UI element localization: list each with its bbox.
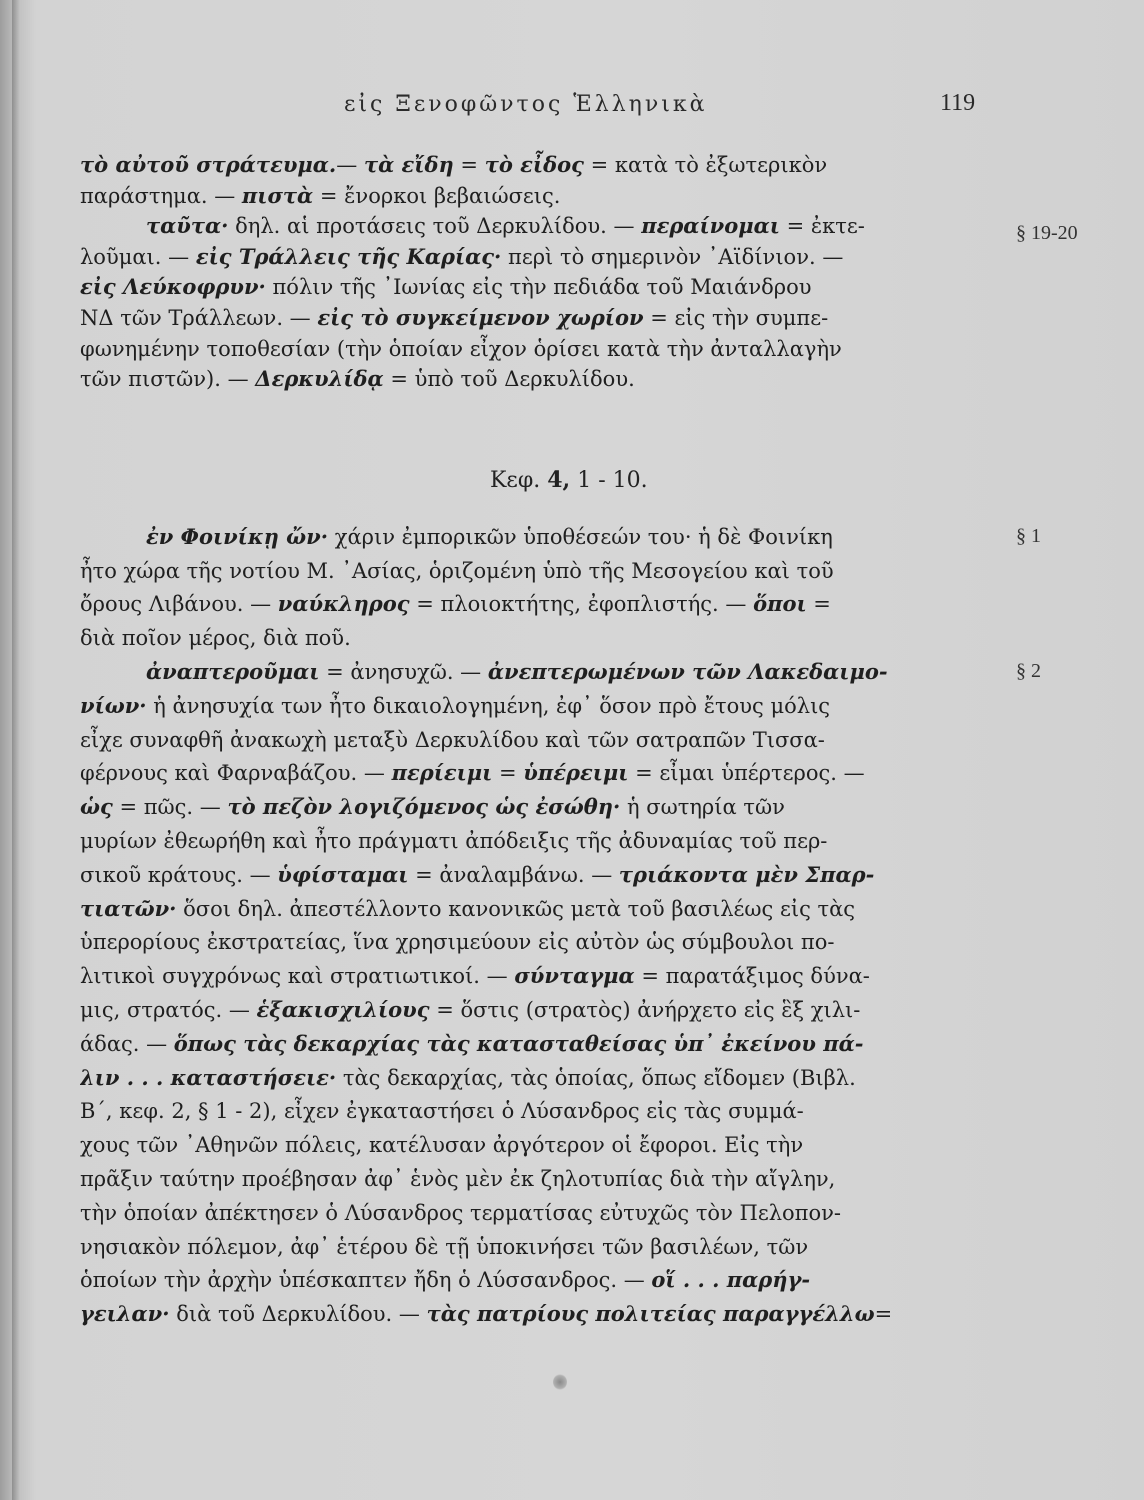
text-line — [80, 589, 992, 619]
text-line — [146, 522, 992, 552]
text-line — [80, 725, 992, 755]
text-line — [80, 1232, 992, 1262]
gloss-text: μις, στρατός. — — [80, 998, 257, 1022]
text-line — [80, 961, 992, 991]
gloss-text: διὰ τοῦ Δερκυλίδου. — — [169, 1302, 427, 1326]
gloss-text: = — [492, 761, 524, 785]
lemma: ἐν Φοινίκῃ ὤν· — [146, 524, 329, 549]
text-line — [80, 364, 992, 394]
gloss-text: ὄρους Λιβάνου. — — [80, 592, 278, 616]
lemma: ἀνεπτερωμένων τῶν Λακεδαιμο- — [487, 659, 888, 684]
gloss-text: ἡ ἀνησυχία των ἦτο δικαιολογημένη, ἐφ᾿ ὅσον πρὸ ἔτους μόλις — [146, 694, 831, 718]
chapter-label: Κεφ. — [490, 468, 541, 493]
gloss-text: περὶ τὸ σημερινὸν ᾿Αϊδίνιον. — — [501, 245, 844, 269]
page-number: 119 — [940, 90, 976, 116]
text-line — [146, 657, 992, 687]
chapter-heading — [490, 467, 648, 493]
text-line — [80, 150, 992, 180]
running-head: εἰς Ξενοφῶντος Ἑλληνικὰ — [344, 92, 708, 117]
gloss-text: = εἶμαι ὑπέρτερος. — — [628, 761, 865, 785]
gloss-text: ὁποίων τὴν ἀρχὴν ὑπέσκαπτεν ἤδη ὁ Λύσσανδρος. — — [80, 1268, 652, 1292]
text-line — [80, 894, 992, 924]
gloss-text: = ὅστις (στρατὸς) ἀνήρχετο εἰς ἓξ χιλι- — [429, 998, 861, 1022]
gloss-text: εἶχε συναφθῆ ἀνακωχὴ μεταξὺ Δερκυλίδου καὶ τῶν σατραπῶν Τισσα- — [80, 728, 825, 752]
gloss-text: = ὑπὸ τοῦ Δερκυλίδου. — [383, 367, 635, 391]
text-line — [80, 1029, 992, 1059]
gloss-text: = παρατάξιμος δύνα- — [634, 964, 870, 988]
margin-note-1: § 1 — [1016, 525, 1041, 547]
gloss-text: πρᾶξιν ταύτην προέβησαν ἀφ᾿ ἑνὸς μὲν ἐκ ζηλοτυπίας διὰ τὴν αἴγλην, — [80, 1167, 836, 1191]
text-line — [80, 556, 992, 586]
gloss-text: χάριν ἐμπορικῶν ὑποθέσεών του· ἡ δὲ Φοινίκη — [328, 525, 833, 549]
text-line — [80, 334, 992, 364]
ink-blot — [553, 1374, 567, 1390]
gloss-text: = εἰς τὴν συμπε- — [643, 306, 829, 330]
lemma: γειλαν· — [80, 1301, 170, 1326]
gloss-text: = ἐκτε- — [779, 214, 865, 238]
gloss-text: χους τῶν ᾿Αθηνῶν πόλεις, κατέλυσαν ἀργότερον οἱ ἔφοροι. Εἰς τὴν — [80, 1133, 804, 1157]
gloss-text: μυρίων ἐθεωρήθη καὶ ἦτο πράγματι ἀπόδειξις τῆς ἀδυναμίας τοῦ περ- — [80, 829, 828, 853]
lemma: ὑπέρειμι — [523, 760, 629, 785]
lemma: εἰς τὸ συγκείμενον χωρίον — [317, 305, 644, 330]
gloss-text: = — [453, 153, 485, 177]
lemma: ὡς — [80, 794, 113, 819]
text-line — [80, 303, 992, 333]
lemma: ναύκληρος — [277, 591, 410, 616]
chapter-range: 1 - 10. — [577, 468, 648, 493]
text-line — [80, 272, 992, 302]
lemma: λιν . . . καταστήσειε· — [80, 1065, 337, 1090]
chapter-number: 4, — [547, 467, 571, 493]
gloss-text: άδας. — — [80, 1032, 174, 1056]
lemma: οἵ . . . παρήγ- — [651, 1267, 811, 1292]
text-line — [80, 1164, 992, 1194]
gloss-text: Β΄, κεφ. 2, § 1 - 2), εἶχεν ἐγκαταστήσει ὁ Λύσανδρος εἰς τὰς συμμά- — [80, 1099, 804, 1123]
gloss-text: — — [336, 153, 364, 177]
lemma: ὑφίσταμαι — [277, 862, 409, 887]
gloss-text: = πλοιοκτήτης, ἐφοπλιστής. — — [409, 592, 754, 616]
text-line — [80, 860, 992, 890]
gloss-text: τῶν πιστῶν). — — [80, 367, 256, 391]
lemma: ἀναπτεροῦμαι — [146, 659, 320, 684]
text-line — [80, 242, 992, 272]
lemma: ὅπως τὰς δεκαρχίας τὰς κατασταθείσας ὑπ᾿ ἐκείνου πά- — [173, 1031, 864, 1056]
lemma: περίειμι — [391, 760, 493, 785]
gloss-text: ὅσοι δηλ. ἀπεστέλλοντο κανονικῶς μετὰ τοῦ βασιλέως εἰς τὰς — [176, 897, 856, 921]
gloss-text: = κατὰ τὸ ἐξωτερικὸν — [583, 153, 828, 177]
lemma: τὰς πατρίους πολιτείας παραγγέλλω — [426, 1301, 875, 1326]
gloss-text: = ἔνορκοι βεβαιώσεις. — [313, 184, 561, 208]
text-line — [80, 691, 992, 721]
lemma: σύνταγμα — [514, 963, 635, 988]
lemma: ταῦτα· — [146, 213, 229, 238]
gloss-text: = ἀνησυχῶ. — — [319, 660, 488, 684]
gloss-text: λιτικοὶ συγχρόνως καὶ στρατιωτικοί. — — [80, 964, 515, 988]
gloss-text: λοῦμαι. — — [80, 245, 196, 269]
lemma: τὸ αὐτοῦ στράτευμα. — [80, 152, 337, 177]
text-line — [80, 792, 992, 822]
margin-note-19-20: § 19-20 — [1016, 222, 1078, 244]
text-line — [146, 211, 992, 241]
gloss-text: φέρνους καὶ Φαρναβάζου. — — [80, 761, 392, 785]
lemma: τὰ εἴδη — [363, 152, 454, 177]
text-line — [80, 1265, 992, 1295]
gloss-text: = — [806, 592, 831, 616]
lemma: εἰς Τράλλεις τῆς Καρίας· — [195, 244, 502, 269]
lemma: τιατῶν· — [80, 896, 177, 921]
text-line — [80, 758, 992, 788]
lemma: πιστὰ — [241, 183, 314, 208]
gloss-text: πόλιν τῆς ᾿Ιωνίας εἰς τὴν πεδιάδα τοῦ Μαιάνδρου — [265, 275, 812, 299]
text-line — [80, 995, 992, 1025]
gloss-text: φωνημένην τοποθεσίαν (τὴν ὁποίαν εἶχον ὁρίσει κατὰ τὴν ἀνταλλαγὴν — [80, 337, 842, 361]
lemma: τὸ εἶδος — [484, 152, 584, 177]
lemma: ὅποι — [753, 591, 807, 616]
lemma: περαίνομαι — [641, 213, 780, 238]
lemma: νίων· — [80, 693, 147, 718]
text-line — [80, 1130, 992, 1160]
text-line — [80, 623, 992, 653]
gloss-text: τὰς δεκαρχίας, τὰς ὁποίας, ὅπως εἴδομεν (Βιβλ. — [336, 1066, 856, 1090]
gloss-text: = πῶς. — — [112, 795, 228, 819]
text-line — [80, 1299, 992, 1329]
gloss-text: ΝΔ τῶν Τράλλεων. — — [80, 306, 318, 330]
gloss-text: = ἀναλαμβάνω. — — [408, 863, 619, 887]
gloss-text: διὰ ποῖον μέρος, διὰ ποῦ. — [80, 626, 351, 650]
text-line — [80, 181, 992, 211]
lemma: τριάκοντα μὲν Σπαρ- — [618, 862, 875, 887]
gloss-text: ἡ σωτηρία τῶν — [620, 795, 785, 819]
text-line — [80, 1198, 992, 1228]
gloss-text: τὴν ὁποίαν ἀπέκτησεν ὁ Λύσανδρος τερματίσας εὐτυχῶς τὸν Πελοπον- — [80, 1201, 841, 1225]
text-line — [80, 826, 992, 856]
binding-gutter — [12, 0, 20, 1500]
lemma: Δερκυλίδᾳ — [255, 366, 384, 391]
gloss-text: ὑπερορίους ἐκστρατείας, ἵνα χρησιμεύουν εἰς αὐτὸν ὡς σύμβουλοι πο- — [80, 930, 835, 954]
margin-note-2: § 2 — [1016, 660, 1041, 682]
gloss-text: παράστημα. — — [80, 184, 242, 208]
text-line — [80, 1096, 992, 1126]
text-line — [80, 1063, 992, 1093]
gloss-text: ἦτο χώρα τῆς νοτίου Μ. ᾿Ασίας, ὁριζομένη ὑπὸ τῆς Μεσογείου καὶ τοῦ — [80, 559, 834, 583]
gloss-text: νησιακὸν πόλεμον, ἀφ᾿ ἑτέρου δὲ τῇ ὑποκινήσει τῶν βασιλέων, τῶν — [80, 1235, 809, 1259]
gloss-text: = — [874, 1302, 893, 1326]
gloss-text: σικοῦ κράτους. — — [80, 863, 278, 887]
lemma: τὸ πεζὸν λογιζόμενος ὡς ἐσώθη· — [227, 794, 621, 819]
text-line — [80, 927, 992, 957]
lemma: εἰς Λεύκοφρυν· — [80, 274, 266, 299]
lemma: ἑξακισχιλίους — [256, 997, 430, 1022]
gloss-text: δηλ. αἱ προτάσεις τοῦ Δερκυλίδου. — — [228, 214, 642, 238]
